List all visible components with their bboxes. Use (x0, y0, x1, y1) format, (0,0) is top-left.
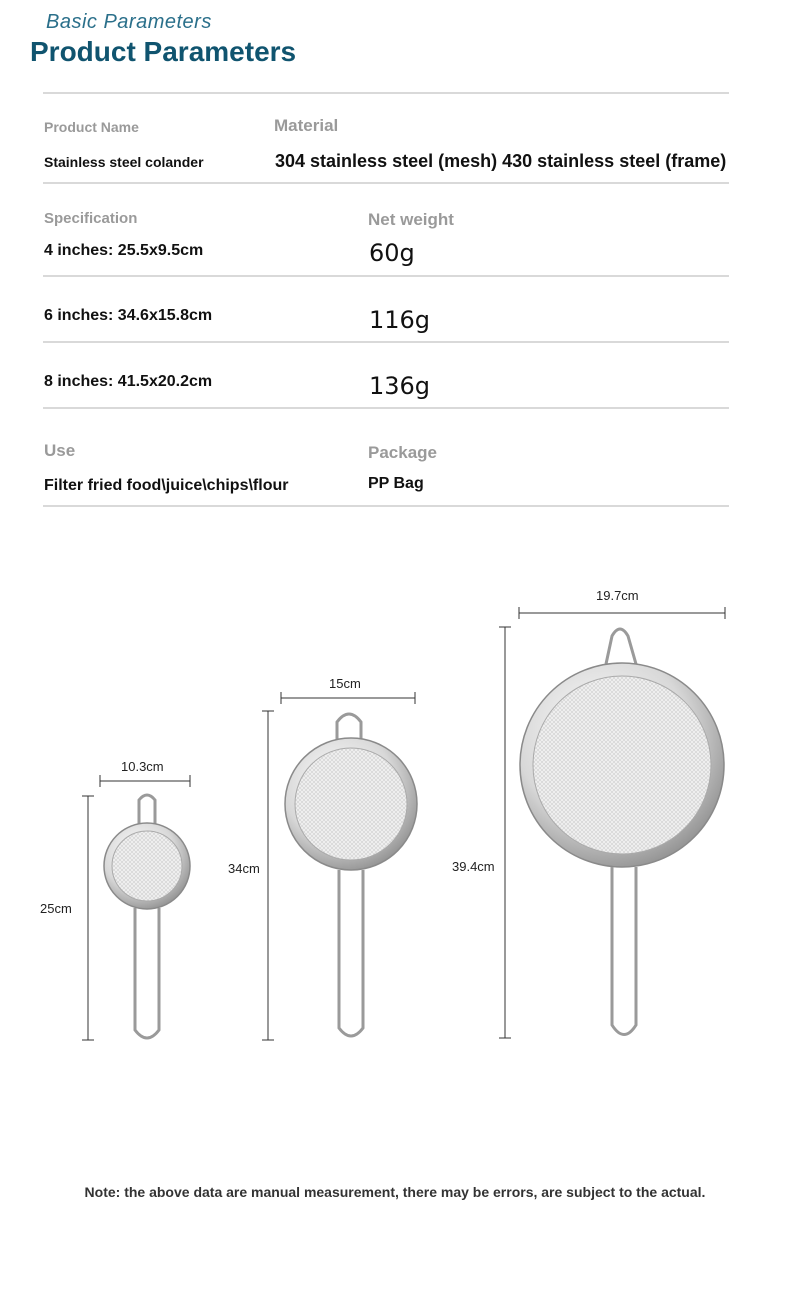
small-colander (104, 795, 190, 1038)
medium-colander (285, 714, 417, 1036)
use-label: Use (44, 441, 76, 460)
use-value: Filter fried food\juice\chips\flour (44, 477, 289, 494)
medium-height-dimension (262, 711, 274, 1040)
divider (43, 275, 729, 277)
section-subtitle: Basic Parameters (46, 11, 212, 33)
page-title: Product Parameters (30, 36, 297, 67)
spec-size-6in: 6 inches: 34.6x15.8cm (44, 307, 213, 324)
medium-width-dimension (281, 692, 415, 704)
colanders-illustration (0, 560, 790, 1060)
material-label: Material (274, 116, 339, 135)
product-name-label: Product Name (44, 119, 139, 135)
large-width-label: 19.7cm (596, 588, 639, 603)
large-height-dimension (499, 627, 511, 1038)
spec-weight-8in: 136g (369, 372, 431, 400)
divider (43, 505, 729, 507)
medium-height-label: 34cm (228, 861, 260, 876)
package-label: Package (368, 443, 437, 462)
spec-size-4in: 4 inches: 25.5x9.5cm (44, 242, 204, 259)
large-colander (520, 629, 724, 1035)
small-width-dimension (100, 775, 190, 787)
large-height-label: 39.4cm (452, 859, 495, 874)
spec-weight-4in: 60g (369, 239, 415, 267)
divider (43, 341, 729, 343)
spec-size-8in: 8 inches: 41.5x20.2cm (44, 373, 213, 390)
divider (43, 92, 729, 94)
spec-weight-6in: 116g (369, 306, 431, 334)
specification-label: Specification (44, 210, 138, 227)
large-width-dimension (519, 607, 725, 619)
small-height-dimension (82, 796, 94, 1040)
product-name-value: Stainless steel colander (44, 154, 204, 170)
small-width-label: 10.3cm (121, 759, 164, 774)
package-value: PP Bag (368, 475, 424, 492)
material-value: 304 stainless steel (mesh) 430 stainless steel (frame) (275, 151, 727, 171)
divider (43, 407, 729, 409)
small-height-label: 25cm (40, 901, 72, 916)
net-weight-label: Net weight (368, 210, 454, 229)
medium-width-label: 15cm (329, 676, 361, 691)
measurement-note: Note: the above data are manual measurement, there may be errors, are subject to the actual. (84, 1184, 706, 1200)
divider (43, 182, 729, 184)
